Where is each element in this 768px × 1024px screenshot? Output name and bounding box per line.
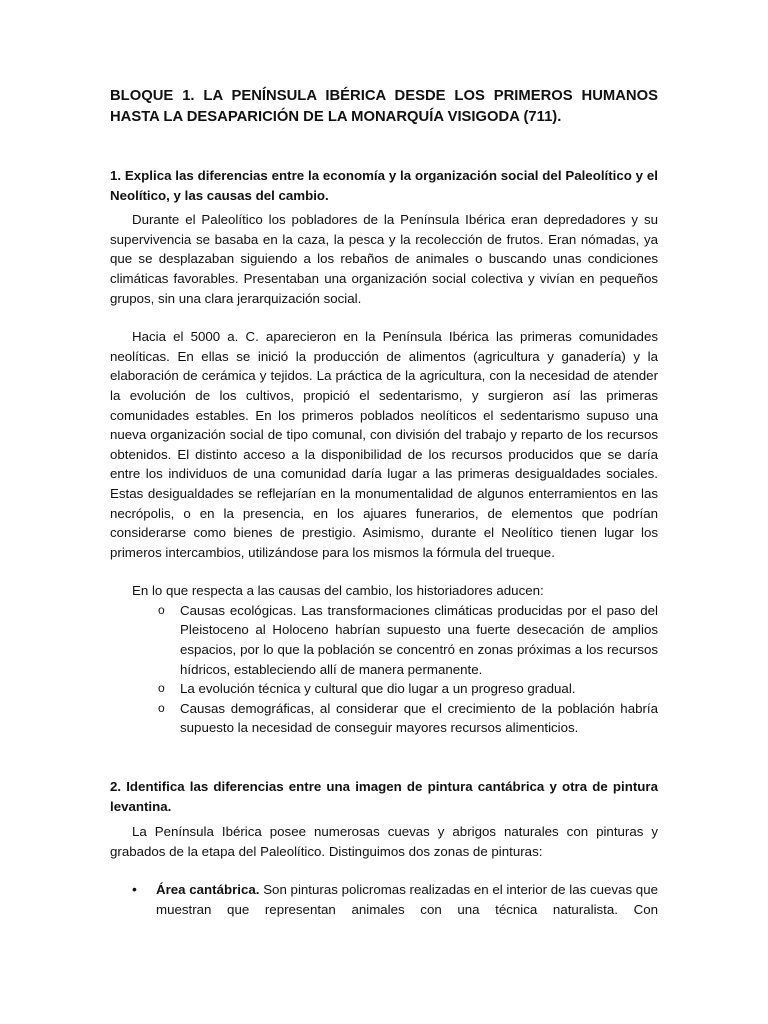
paragraph-cave-paintings: La Península Ibérica posee numerosas cuevas y abrigos naturales con pinturas y grabados de la etapa del Paleolítico. Distinguimos dos zonas de pinturas: — [110, 824, 658, 859]
area-cantabrica-text: Son pinturas policromas realizadas en el interior de las cuevas que muestran que representan animales con una técnica naturalista. Con — [156, 882, 658, 917]
causes-intro: En lo que respecta a las causas del cambio, los historiadores aducen: — [132, 583, 544, 599]
painting-areas-list — [110, 880, 658, 919]
list-item — [158, 699, 658, 738]
bullet-icon: • — [132, 881, 137, 898]
list-item-text: La evolución técnica y cultural que dio lugar a un progreso gradual. — [180, 681, 576, 697]
circle-bullet-icon: o — [158, 700, 165, 715]
circle-bullet-icon: o — [158, 602, 165, 617]
list-item — [132, 880, 658, 919]
list-item-text: Causas ecológicas. Las transformaciones climáticas producidas por el paso del Pleistoceno al Holoceno habrían supuesto una fuerte desecación de amplios espacios, por lo que la población se concentró en zonas próximas a los recursos hídricos, estableciendo allí de manera permanente. — [180, 602, 658, 677]
list-item — [158, 601, 658, 679]
document-content — [110, 86, 658, 920]
paragraph-neolithic: Hacia el 5000 a. C. aparecieron en la Península Ibérica las primeras comunidades neolíticas. En ellas se inició la producción de alimentos (agricultura y ganadería) y la elaboración de cerámica y tejidos. La práctica de la agricultura, con la necesidad de atender la evolución de los cultivos, propició el sedentarismo, y surgieron así las primeras comunidades estables. En los primeros poblados neolíticos el sedentarismo supuso una nueva organización social de tipo comunal, con división del trabajo y reparto de los recursos obtenidos. El distinto acceso a la disponibilidad de los recursos producidos que se daría entre los individuos de una comunidad daría lugar a las primeras desigualdades sociales. Estas desigualdades se reflejarían en la monumentalidad de algunos enterramientos en las necrópolis, o en la presencia, en los ajuares funerarios, de elementos que podrían considerarse como bienes de prestigio. Asimismo, durante el Neolítico tienen lugar los primeros intercambios, utilizándose para los mismos la fórmula del trueque. — [110, 329, 658, 560]
list-item-text: Causas demográficas, al considerar que el crecimiento de la población habría supuesto la necesidad de conseguir mayores recursos alimenticios. — [180, 700, 658, 736]
circle-bullet-icon: o — [158, 681, 165, 696]
paragraph-paleolithic: Durante el Paleolítico los pobladores de la Península Ibérica eran depredadores y su supervivencia se basaba en la caza, la pesca y la recolección de frutos. Eran nómadas, ya que se desplazaban siguiendo a los rebaños de animales o buscando unas condiciones climáticas favorables. Presentaban una organización social colectiva y vivían en pequeños grupos, sin una clara jerarquización social. — [110, 212, 658, 306]
question-1: 1. Explica las diferencias entre la economía y la organización social del Paleolítico y el Neolítico, y las causas del cambio. — [110, 168, 658, 203]
causes-list — [110, 601, 658, 738]
area-cantabrica-label: Área cantábrica. — [156, 882, 260, 898]
document-title: BLOQUE 1. LA PENÍNSULA IBÉRICA DESDE LOS PRIMEROS HUMANOS HASTA LA DESAPARICIÓN DE LA MONARQUÍA VISIGODA (711). — [110, 88, 658, 125]
list-item — [158, 679, 658, 699]
question-2: 2. Identifica las diferencias entre una imagen de pintura cantábrica y otra de pintura levantina. — [110, 779, 658, 814]
